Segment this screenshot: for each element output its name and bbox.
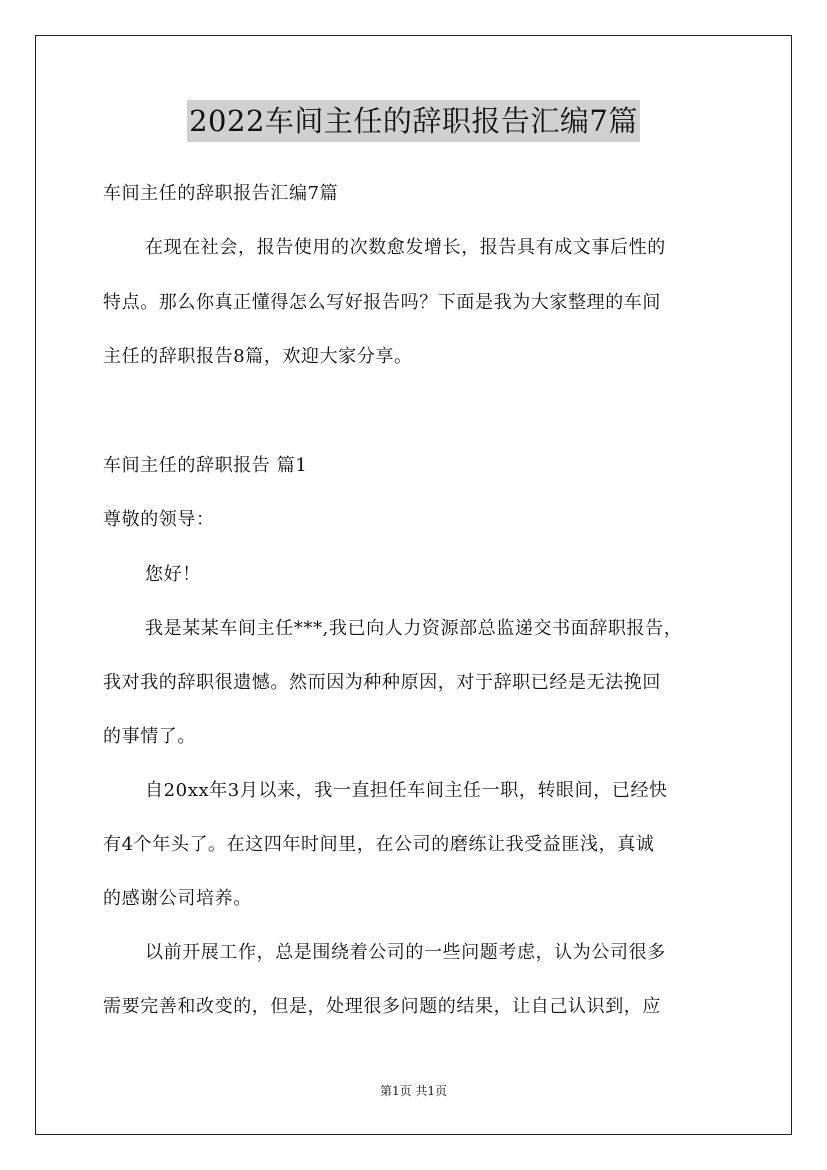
intro-line-3: 主任的辞职报告8篇，欢迎大家分享。	[103, 346, 413, 367]
subtitle: 车间主任的辞职报告汇编7篇	[103, 183, 339, 204]
para2-line-2: 有4个年头了。在这四年时间里，在公司的磨练让我受益匪浅，真诚	[103, 834, 655, 855]
document-title: 2022车间主任的辞职报告汇编7篇	[187, 100, 640, 142]
greeting: 您好！	[145, 564, 201, 585]
salutation: 尊敬的领导：	[103, 509, 215, 530]
para2-line-3: 的感谢公司培养。	[103, 888, 252, 909]
para3-line-2: 需要完善和改变的，但是，处理很多问题的结果，让自己认识到，应	[103, 996, 661, 1017]
section-heading: 车间主任的辞职报告 篇1	[103, 455, 308, 476]
para1-line-3: 的事情了。	[103, 726, 196, 747]
intro-line-1: 在现在社会，报告使用的次数愈发增长，报告具有成文事后性的	[145, 237, 666, 258]
document-title-wrap	[0, 100, 827, 142]
para1-line-2: 我对我的辞职很遗憾。然而因为种种原因，对于辞职已经是无法挽回	[103, 672, 661, 693]
intro-line-2: 特点。那么你真正懂得怎么写好报告吗？下面是我为大家整理的车间	[103, 292, 661, 313]
para2-line-1: 自20xx年3月以来，我一直担任车间主任一职，转眼间，已经快	[145, 780, 668, 801]
para1-line-1: 我是某某车间主任***,我已向人力资源部总监递交书面辞职报告，	[145, 618, 683, 639]
page-footer: 第1页 共1页	[379, 1084, 448, 1098]
para3-line-1: 以前开展工作，总是围绕着公司的一些问题考虑，认为公司很多	[145, 942, 666, 963]
